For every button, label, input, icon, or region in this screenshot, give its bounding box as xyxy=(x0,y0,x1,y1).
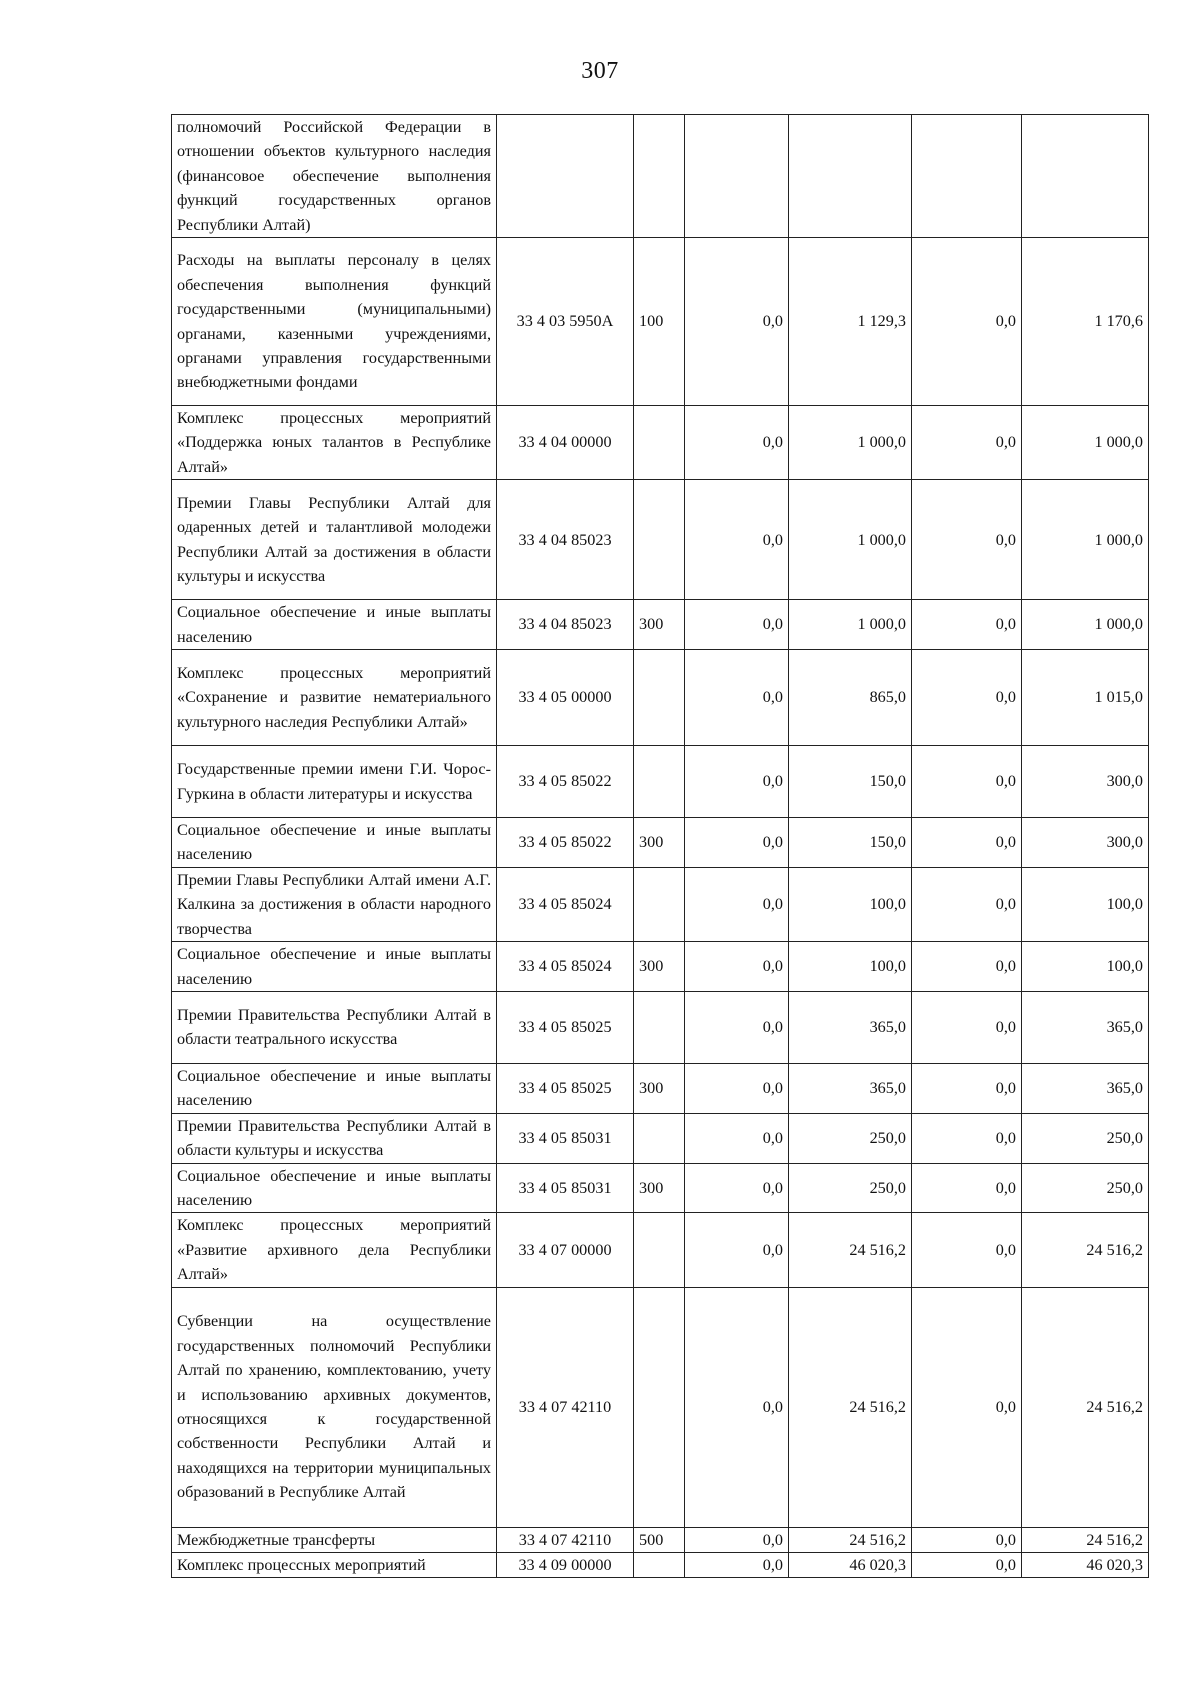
table-row xyxy=(172,942,1149,992)
budget-code-cell: 33 4 05 00000 xyxy=(497,650,634,746)
budget-table xyxy=(171,114,1149,1578)
amount-cell-2: 150,0 xyxy=(789,746,912,818)
table-row xyxy=(172,650,1149,746)
amount-cell-2: 865,0 xyxy=(789,650,912,746)
table-row xyxy=(172,238,1149,406)
amount-cell-3: 0,0 xyxy=(912,1527,1022,1552)
table-row xyxy=(172,746,1149,818)
amount-cell-1: 0,0 xyxy=(685,406,789,480)
amount-cell-1: 0,0 xyxy=(685,1287,789,1527)
amount-cell-1: 0,0 xyxy=(685,942,789,992)
table-row xyxy=(172,1287,1149,1527)
amount-cell-4 xyxy=(1022,115,1149,238)
row-name-cell: Социальное обеспечение и иные выплаты населению xyxy=(172,600,497,650)
amount-cell-1: 0,0 xyxy=(685,1063,789,1113)
table-row xyxy=(172,818,1149,868)
table-row xyxy=(172,1113,1149,1163)
amount-cell-4: 1 000,0 xyxy=(1022,600,1149,650)
amount-cell-3: 0,0 xyxy=(912,480,1022,600)
expense-type-cell xyxy=(634,1287,685,1527)
expense-type-cell xyxy=(634,650,685,746)
amount-cell-3: 0,0 xyxy=(912,238,1022,406)
amount-cell-2: 100,0 xyxy=(789,942,912,992)
expense-type-cell xyxy=(634,406,685,480)
expense-type-cell xyxy=(634,746,685,818)
table-row xyxy=(172,1213,1149,1287)
expense-type-cell xyxy=(634,991,685,1063)
amount-cell-4: 1 015,0 xyxy=(1022,650,1149,746)
table-row xyxy=(172,867,1149,941)
expense-type-cell xyxy=(634,480,685,600)
budget-code-cell: 33 4 04 85023 xyxy=(497,480,634,600)
amount-cell-3: 0,0 xyxy=(912,650,1022,746)
budget-code-cell: 33 4 07 42110 xyxy=(497,1287,634,1527)
amount-cell-1: 0,0 xyxy=(685,1552,789,1577)
expense-type-cell: 300 xyxy=(634,1163,685,1213)
row-name-cell: Премии Главы Республики Алтай для одаренных детей и талантливой молодежи Республики Алтай за достижения в области культуры и искусства xyxy=(172,480,497,600)
amount-cell-3: 0,0 xyxy=(912,1063,1022,1113)
table-body xyxy=(172,115,1149,1578)
row-name-cell: Премии Главы Республики Алтай имени А.Г. Калкина за достижения в области народного творчества xyxy=(172,867,497,941)
amount-cell-3: 0,0 xyxy=(912,1113,1022,1163)
amount-cell-4: 46 020,3 xyxy=(1022,1552,1149,1577)
amount-cell-2: 46 020,3 xyxy=(789,1552,912,1577)
amount-cell-4: 24 516,2 xyxy=(1022,1287,1149,1527)
amount-cell-2: 100,0 xyxy=(789,867,912,941)
row-name-cell: Расходы на выплаты персоналу в целях обеспечения выполнения функций государственными (муниципальными) органами, казенными учреждениями, органами управления государственными внебюджетными фондами xyxy=(172,238,497,406)
amount-cell-1: 0,0 xyxy=(685,867,789,941)
budget-code-cell xyxy=(497,115,634,238)
budget-code-cell: 33 4 09 00000 xyxy=(497,1552,634,1577)
amount-cell-3: 0,0 xyxy=(912,1163,1022,1213)
budget-code-cell: 33 4 05 85031 xyxy=(497,1113,634,1163)
expense-type-cell: 300 xyxy=(634,1063,685,1113)
expense-type-cell: 300 xyxy=(634,942,685,992)
amount-cell-3: 0,0 xyxy=(912,406,1022,480)
budget-code-cell: 33 4 04 85023 xyxy=(497,600,634,650)
amount-cell-2 xyxy=(789,115,912,238)
amount-cell-2: 1 000,0 xyxy=(789,600,912,650)
amount-cell-1: 0,0 xyxy=(685,650,789,746)
amount-cell-3 xyxy=(912,115,1022,238)
row-name-cell: полномочий Российской Федерации в отношении объектов культурного наследия (финансовое обеспечение выполнения функций государственных органов Республики Алтай) xyxy=(172,115,497,238)
amount-cell-3: 0,0 xyxy=(912,1552,1022,1577)
row-name-cell: Субвенции на осуществление государственных полномочий Республики Алтай по хранению, комплектованию, учету и использованию архивных документов, относящихся к государственной собственности Республики Алтай и находящихся на территории муниципальных образований в Республике Алтай xyxy=(172,1287,497,1527)
budget-code-cell: 33 4 05 85024 xyxy=(497,942,634,992)
expense-type-cell xyxy=(634,115,685,238)
amount-cell-2: 250,0 xyxy=(789,1113,912,1163)
table-row xyxy=(172,1552,1149,1577)
amount-cell-2: 1 000,0 xyxy=(789,480,912,600)
table-row xyxy=(172,991,1149,1063)
row-name-cell: Социальное обеспечение и иные выплаты населению xyxy=(172,942,497,992)
row-name-cell: Комплекс процессных мероприятий xyxy=(172,1552,497,1577)
amount-cell-4: 100,0 xyxy=(1022,942,1149,992)
budget-code-cell: 33 4 05 85024 xyxy=(497,867,634,941)
amount-cell-1: 0,0 xyxy=(685,238,789,406)
budget-code-cell: 33 4 05 85025 xyxy=(497,991,634,1063)
table-row xyxy=(172,115,1149,238)
amount-cell-2: 24 516,2 xyxy=(789,1527,912,1552)
amount-cell-4: 365,0 xyxy=(1022,991,1149,1063)
amount-cell-2: 24 516,2 xyxy=(789,1213,912,1287)
amount-cell-4: 1 000,0 xyxy=(1022,480,1149,600)
amount-cell-2: 1 000,0 xyxy=(789,406,912,480)
amount-cell-2: 250,0 xyxy=(789,1163,912,1213)
budget-code-cell: 33 4 05 85031 xyxy=(497,1163,634,1213)
amount-cell-4: 24 516,2 xyxy=(1022,1213,1149,1287)
expense-type-cell xyxy=(634,1213,685,1287)
amount-cell-1 xyxy=(685,115,789,238)
amount-cell-3: 0,0 xyxy=(912,991,1022,1063)
amount-cell-1: 0,0 xyxy=(685,1527,789,1552)
amount-cell-3: 0,0 xyxy=(912,746,1022,818)
table-row xyxy=(172,480,1149,600)
budget-code-cell: 33 4 05 85025 xyxy=(497,1063,634,1113)
table-row xyxy=(172,1163,1149,1213)
row-name-cell: Государственные премии имени Г.И. Чорос-Гуркина в области литературы и искусства xyxy=(172,746,497,818)
expense-type-cell xyxy=(634,867,685,941)
expense-type-cell: 100 xyxy=(634,238,685,406)
amount-cell-2: 150,0 xyxy=(789,818,912,868)
page-number: 307 xyxy=(581,58,619,84)
expense-type-cell: 300 xyxy=(634,600,685,650)
amount-cell-1: 0,0 xyxy=(685,480,789,600)
amount-cell-3: 0,0 xyxy=(912,1213,1022,1287)
amount-cell-2: 365,0 xyxy=(789,991,912,1063)
amount-cell-4: 250,0 xyxy=(1022,1113,1149,1163)
amount-cell-4: 300,0 xyxy=(1022,818,1149,868)
row-name-cell: Комплекс процессных мероприятий «Развитие архивного дела Республики Алтай» xyxy=(172,1213,497,1287)
row-name-cell: Социальное обеспечение и иные выплаты населению xyxy=(172,1063,497,1113)
amount-cell-3: 0,0 xyxy=(912,600,1022,650)
row-name-cell: Премии Правительства Республики Алтай в области театрального искусства xyxy=(172,991,497,1063)
amount-cell-4: 250,0 xyxy=(1022,1163,1149,1213)
amount-cell-3: 0,0 xyxy=(912,867,1022,941)
amount-cell-1: 0,0 xyxy=(685,746,789,818)
expense-type-cell: 500 xyxy=(634,1527,685,1552)
amount-cell-1: 0,0 xyxy=(685,1113,789,1163)
row-name-cell: Комплекс процессных мероприятий «Поддержка юных талантов в Республике Алтай» xyxy=(172,406,497,480)
amount-cell-4: 100,0 xyxy=(1022,867,1149,941)
amount-cell-4: 1 170,6 xyxy=(1022,238,1149,406)
amount-cell-3: 0,0 xyxy=(912,942,1022,992)
row-name-cell: Комплекс процессных мероприятий «Сохранение и развитие нематериального культурного наследия Республики Алтай» xyxy=(172,650,497,746)
amount-cell-4: 300,0 xyxy=(1022,746,1149,818)
expense-type-cell xyxy=(634,1113,685,1163)
amount-cell-4: 1 000,0 xyxy=(1022,406,1149,480)
budget-code-cell: 33 4 05 85022 xyxy=(497,746,634,818)
budget-code-cell: 33 4 05 85022 xyxy=(497,818,634,868)
amount-cell-1: 0,0 xyxy=(685,1163,789,1213)
row-name-cell: Социальное обеспечение и иные выплаты населению xyxy=(172,818,497,868)
amount-cell-1: 0,0 xyxy=(685,600,789,650)
budget-code-cell: 33 4 07 00000 xyxy=(497,1213,634,1287)
expense-type-cell xyxy=(634,1552,685,1577)
budget-code-cell: 33 4 03 5950А xyxy=(497,238,634,406)
row-name-cell: Межбюджетные трансферты xyxy=(172,1527,497,1552)
amount-cell-3: 0,0 xyxy=(912,818,1022,868)
table-row xyxy=(172,600,1149,650)
table-row xyxy=(172,1527,1149,1552)
row-name-cell: Социальное обеспечение и иные выплаты населению xyxy=(172,1163,497,1213)
amount-cell-1: 0,0 xyxy=(685,818,789,868)
amount-cell-2: 24 516,2 xyxy=(789,1287,912,1527)
amount-cell-4: 365,0 xyxy=(1022,1063,1149,1113)
expense-type-cell: 300 xyxy=(634,818,685,868)
budget-code-cell: 33 4 04 00000 xyxy=(497,406,634,480)
amount-cell-3: 0,0 xyxy=(912,1287,1022,1527)
amount-cell-4: 24 516,2 xyxy=(1022,1527,1149,1552)
table-row xyxy=(172,1063,1149,1113)
amount-cell-1: 0,0 xyxy=(685,991,789,1063)
table-row xyxy=(172,406,1149,480)
budget-code-cell: 33 4 07 42110 xyxy=(497,1527,634,1552)
row-name-cell: Премии Правительства Республики Алтай в области культуры и искусства xyxy=(172,1113,497,1163)
amount-cell-2: 1 129,3 xyxy=(789,238,912,406)
amount-cell-1: 0,0 xyxy=(685,1213,789,1287)
amount-cell-2: 365,0 xyxy=(789,1063,912,1113)
